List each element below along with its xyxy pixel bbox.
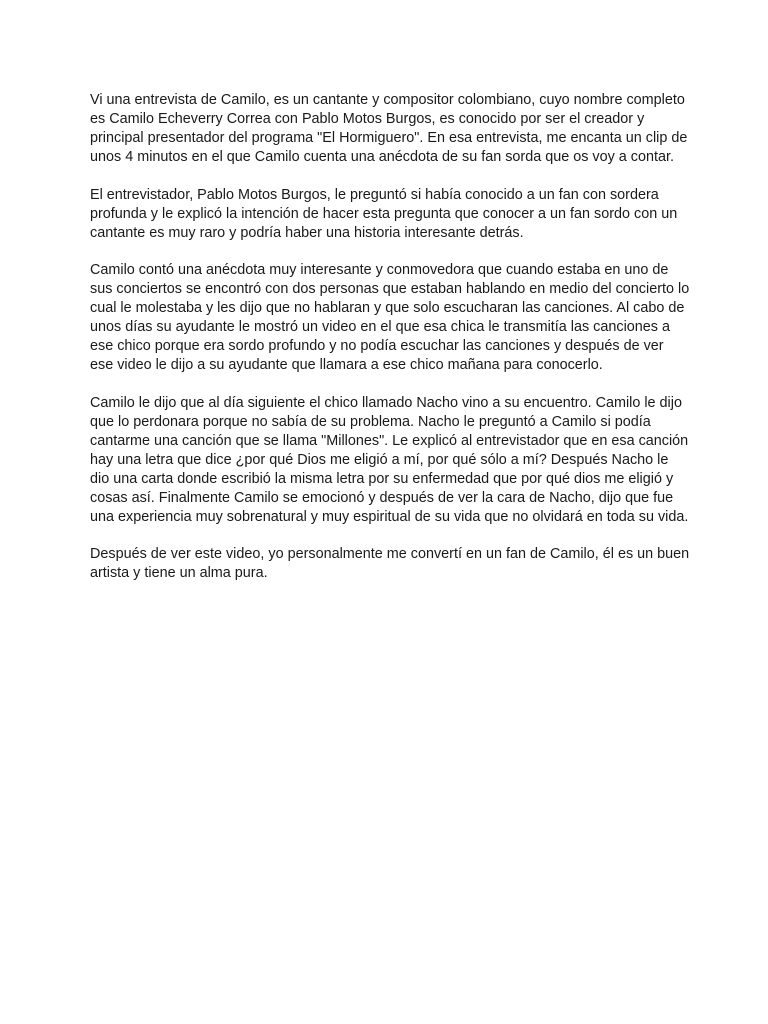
paragraph-4: Camilo le dijo que al día siguiente el chico llamado Nacho vino a su encuentro. Camilo le dijo que lo perdonara porque no sabía de su problema. Nacho le preguntó a Camilo si podía cantarme una canción que se llama "Millones". Le explicó al entrevistador que en esa canción hay una letra que dice ¿por qué Dios me eligió a mí, por qué sólo a mí? Después Nacho le dio una carta donde escribió la misma letra por su enfermedad que por qué dios me eligió y cosas así. Finalmente Camilo se emocionó y después de ver la cara de Nacho, dijo que fue una experiencia muy sobrenatural y muy espiritual de su vida que no olvidará en toda su vida.	[90, 394, 689, 525]
paragraph-5: Después de ver este video, yo personalmente me convertí en un fan de Camilo, él es un buen artista y tiene un alma pura.	[90, 546, 690, 581]
paragraph-1: Vi una entrevista de Camilo, es un cantante y compositor colombiano, cuyo nombre completo es Camilo Echeverry Correa con Pablo Motos Burgos, es conocido por ser el creador y principal presentador del programa "El Hormiguero". En esa entrevista, me encanta un clip de unos 4 minutos en el que Camilo cuenta una anécdota de su fan sorda que os voy a contar.	[90, 92, 688, 165]
paragraph-3: Camilo contó una anécdota muy interesante y conmovedora que cuando estaba en uno de sus conciertos se encontró con dos personas que estaban hablando en medio del concierto lo cual le molestaba y les dijo que no hablaran y que solo escucharan las canciones. Al cabo de unos días su ayudante le mostró un video en el que esa chica le transmitía las canciones a ese chico porque era sordo profundo y no podía escuchar las canciones y después de ver ese video le dijo a su ayudante que llamara a ese chico mañana para conocerlo.	[90, 262, 690, 373]
paragraph-2: El entrevistador, Pablo Motos Burgos, le preguntó si había conocido a un fan con sordera profunda y le explicó la intención de hacer esta pregunta que conocer a un fan sordo con un cantante es muy raro y podría haber una historia interesante detrás.	[90, 186, 678, 241]
document-body	[90, 91, 690, 602]
